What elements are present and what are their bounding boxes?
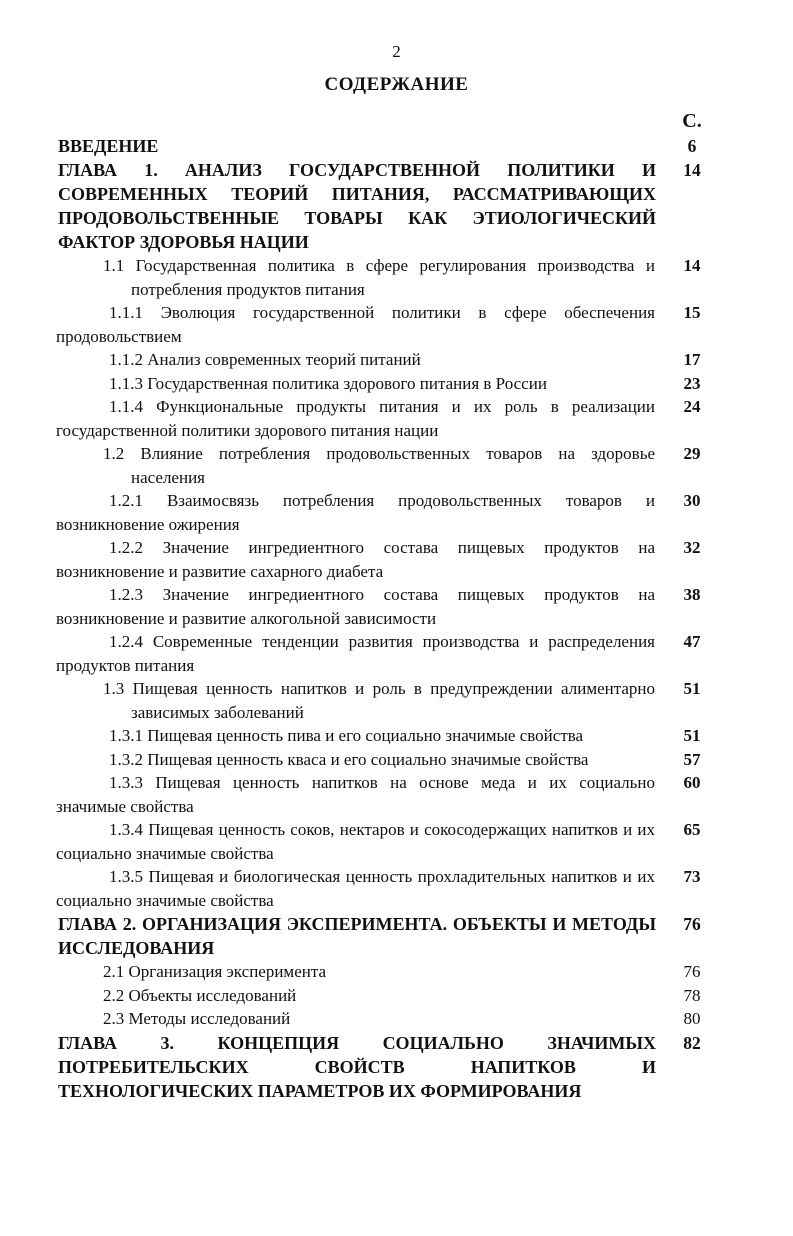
toc-entry-text: 1.3 Пищевая ценность напитков и роль в предупреждении алиментарно зависимых заболеваний (103, 679, 655, 722)
toc-entry-chapter-2[interactable] (0, 912, 793, 960)
toc-entry-1-2-2[interactable] (0, 536, 793, 583)
toc-entry-text: 1.2.4 Современные тенденции развития производства и распределения продуктов питания (56, 632, 655, 675)
toc-entry-text: 1.3.3 Пищевая ценность напитков на основе меда и их социально значимые свойства (56, 773, 655, 816)
toc-entry-text: ГЛАВА 3. КОНЦЕПЦИЯ СОЦИАЛЬНО ЗНАЧИМЫХ ПОТРЕБИТЕЛЬСКИХ СВОЙСТВ НАПИТКОВ И ТЕХНОЛОГИЧЕСКИХ ПАРАМЕТРОВ ИХ ФОРМИРОВАНИЯ (58, 1032, 656, 1101)
toc-entry-page: 51 (683, 726, 701, 745)
toc-entry-1-1[interactable] (0, 254, 793, 301)
table-of-contents (0, 134, 793, 1103)
toc-entry-1-3-3[interactable] (0, 771, 793, 818)
toc-entry-page: 23 (683, 373, 701, 393)
toc-entry-1-1-2[interactable] (0, 348, 793, 372)
toc-entry-text: ГЛАВА 2. ОРГАНИЗАЦИЯ ЭКСПЕРИМЕНТА. ОБЪЕКТЫ И МЕТОДЫ ИССЛЕДОВАНИЯ (58, 914, 656, 958)
toc-entry-1-3-5[interactable] (0, 865, 793, 912)
toc-entry-text: 1.1.3 Государственная политика здорового питания в России (109, 373, 547, 393)
toc-entry-1-1-3[interactable] (0, 372, 793, 396)
toc-entry-page: 32 (683, 538, 701, 557)
toc-entry-page: 14 (683, 160, 701, 180)
toc-entry-page: 80 (683, 1009, 701, 1028)
toc-entry-2-2[interactable] (0, 984, 793, 1008)
toc-entry-page: 78 (683, 985, 701, 1005)
toc-entry-page: 38 (683, 585, 701, 604)
toc-entry-1-2-1[interactable] (0, 489, 793, 536)
toc-entry-chapter-3[interactable] (0, 1031, 793, 1103)
toc-entry-page: 60 (683, 773, 701, 792)
toc-entry-text: 2.3 Методы исследований (103, 1009, 291, 1028)
toc-entry-2-3[interactable] (0, 1007, 793, 1031)
toc-entry-text: 1.2.2 Значение ингредиентного состава пищевых продуктов на возникновение и развитие сахарного диабета (56, 538, 655, 581)
page-number: 2 (392, 42, 401, 61)
toc-entry-1-1-1[interactable] (0, 301, 793, 348)
toc-entry-page: 6 (687, 136, 697, 156)
toc-entry-text: 1.2.1 Взаимосвязь потребления продовольственных товаров и возникновение ожирения (56, 491, 655, 534)
toc-entry-page: 24 (683, 397, 701, 416)
toc-entry-page: 17 (683, 350, 701, 369)
page-title: СОДЕРЖАНИЕ (324, 74, 469, 95)
toc-entry-text: 1.3.5 Пищевая и биологическая ценность прохладительных напитков и их социально значимые свойства (56, 867, 655, 910)
toc-entry-1-3-2[interactable] (0, 748, 793, 772)
toc-entry-page: 47 (683, 632, 701, 651)
toc-entry-text: ГЛАВА 1. АНАЛИЗ ГОСУДАРСТВЕННОЙ ПОЛИТИКИ И СОВРЕМЕННЫХ ТЕОРИЙ ПИТАНИЯ, РАССМАТРИВАЮЩИХ ПРОДОВОЛЬСТВЕННЫЕ ТОВАРЫ КАК ЭТИОЛОГИЧЕСКИЙ ФАКТОР ЗДОРОВЬЯ НАЦИИ (58, 160, 656, 252)
toc-entry-page: 82 (683, 1032, 701, 1053)
toc-entry-1-2-4[interactable] (0, 630, 793, 677)
toc-entry-text: 1.3.4 Пищевая ценность соков, нектаров и сокосодержащих напитков и их социально значимые свойства (56, 820, 655, 863)
toc-entry-page: 14 (683, 256, 701, 275)
toc-entry-page: 15 (683, 303, 701, 322)
toc-entry-intro[interactable] (0, 134, 793, 158)
toc-entry-2-1[interactable] (0, 960, 793, 984)
toc-entry-1-2-3[interactable] (0, 583, 793, 630)
toc-entry-page: 30 (683, 491, 701, 510)
toc-entry-text: 1.1 Государственная политика в сфере регулирования производства и потребления продуктов питания (103, 256, 655, 299)
toc-entry-1-3-4[interactable] (0, 818, 793, 865)
toc-entry-page: 73 (683, 867, 701, 886)
toc-entry-text: 1.1.4 Функциональные продукты питания и их роль в реализации государственной политики здорового питания нации (56, 397, 655, 440)
toc-entry-page: 29 (683, 444, 701, 463)
toc-entry-text: 1.2.3 Значение ингредиентного состава пищевых продуктов на возникновение и развитие алкогольной зависимости (56, 585, 655, 628)
toc-entry-1-1-4[interactable] (0, 395, 793, 442)
toc-entry-1-3-1[interactable] (0, 724, 793, 748)
toc-entry-text: 1.3.2 Пищевая ценность кваса и его социально значимые свойства (109, 749, 589, 769)
toc-entry-1-2[interactable] (0, 442, 793, 489)
toc-entry-page: 57 (683, 749, 701, 769)
toc-entry-text: 1.1.1 Эволюция государственной политики в сфере обеспечения продовольствием (56, 303, 655, 346)
toc-entry-page: 65 (683, 820, 701, 839)
toc-entry-text: 1.1.2 Анализ современных теорий питаний (109, 350, 421, 369)
page-column-header: С. (682, 110, 702, 132)
toc-entry-page: 76 (683, 962, 701, 981)
toc-entry-text: ВВЕДЕНИЕ (58, 136, 159, 156)
toc-entry-chapter-1[interactable] (0, 158, 793, 254)
toc-entry-text: 2.2 Объекты исследований (103, 985, 297, 1005)
toc-entry-page: 76 (683, 914, 701, 934)
toc-entry-text: 1.3.1 Пищевая ценность пива и его социально значимые свойства (109, 726, 584, 745)
toc-entry-text: 2.1 Организация эксперимента (103, 962, 327, 981)
toc-entry-text: 1.2 Влияние потребления продовольственных товаров на здоровье населения (103, 444, 655, 487)
toc-entry-1-3[interactable] (0, 677, 793, 724)
toc-entry-page: 51 (683, 679, 701, 698)
